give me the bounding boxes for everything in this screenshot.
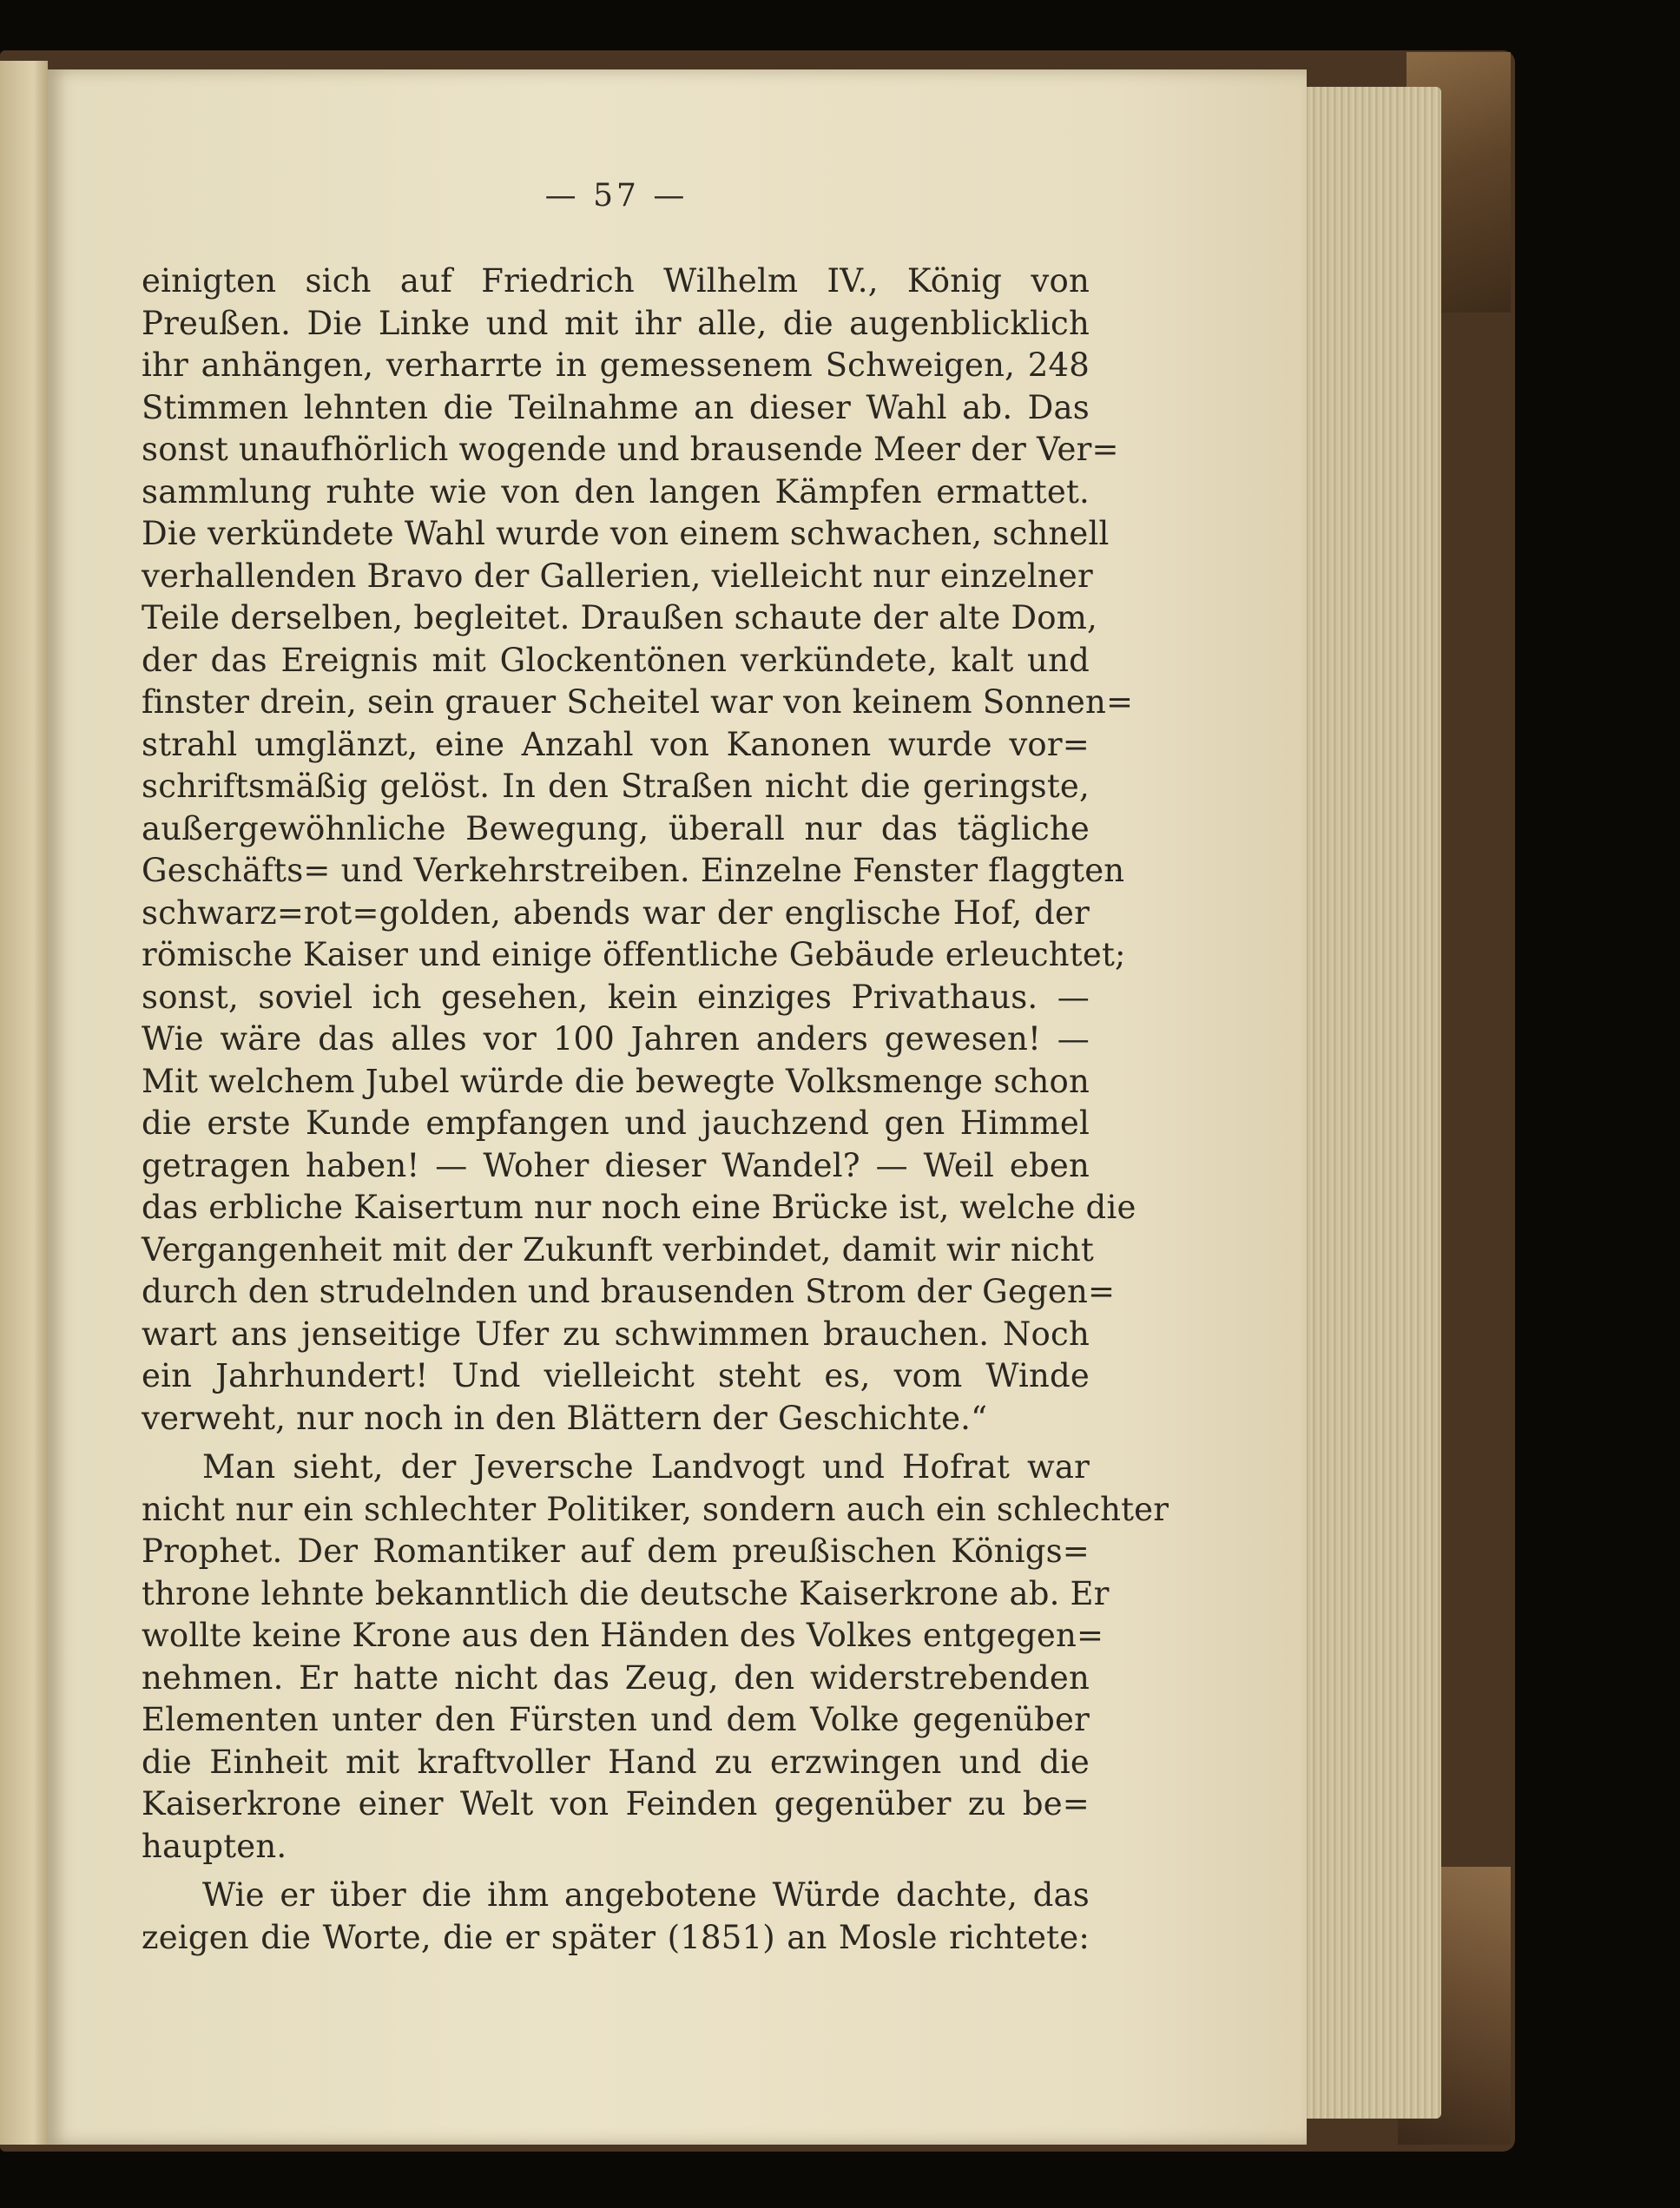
left-page-edge: [0, 61, 48, 2145]
text-line: wollte keine Krone aus den Händen des Volkes entgegen=: [142, 1617, 1104, 1654]
text-line: getragen haben! — Woher dieser Wandel? — Weil eben: [142, 1146, 1090, 1184]
text-line: außergewöhnliche Bewegung, überall nur das tägliche: [142, 809, 1090, 847]
text-line: die Einheit mit kraftvoller Hand zu erzwingen und die: [142, 1743, 1090, 1781]
paragraph-3: [142, 1875, 1090, 1959]
text-line: das erbliche Kaisertum nur noch eine Brücke ist, welche die: [142, 1189, 1136, 1226]
text-line: römische Kaiser und einige öffentliche Gebäude erleuchtet;: [142, 936, 1126, 973]
text-line: Vergangenheit mit der Zukunft verbindet, damit wir nicht: [142, 1230, 1094, 1269]
text-line: haupten.: [142, 1827, 287, 1865]
text-line: strahl umglänzt, eine Anzahl von Kanonen wurde vor=: [142, 725, 1090, 763]
text-line: Preußen. Die Linke und mit ihr alle, die augenblicklich: [142, 304, 1090, 342]
text-line: Elementen unter den Fürsten und dem Volke gegenüber: [142, 1701, 1090, 1738]
text-line: wart ans jenseitige Ufer zu schwimmen brauchen. Noch: [142, 1315, 1090, 1353]
text-line: sammlung ruhte wie von den langen Kämpfen ermattet.: [142, 472, 1090, 511]
text-line: sonst, soviel ich gesehen, kein einziges Privathaus. —: [142, 978, 1090, 1016]
text-line: verweht, nur noch in den Blättern der Geschichte.“: [142, 1399, 988, 1437]
text-line: Die verkündete Wahl wurde von einem schwachen, schnell: [142, 515, 1110, 552]
paragraph-gap: [142, 1440, 1090, 1447]
text-line: nehmen. Er hatte nicht das Zeug, den widerstrebenden: [142, 1658, 1090, 1697]
text-line: Kaiserkrone einer Welt von Feinden gegenüber zu be=: [142, 1785, 1090, 1822]
text-line: einigten sich auf Friedrich Wilhelm IV., König von: [142, 262, 1090, 300]
text-line: der das Ereignis mit Glockentönen verkündete, kalt und: [142, 641, 1090, 679]
text-line: Stimmen lehnten die Teilnahme an dieser Wahl ab. Das: [142, 388, 1090, 426]
text-line: zeigen die Worte, die er später (1851) an Mosle richtete:: [142, 1918, 1090, 1956]
text-line: schwarz=rot=golden, abends war der englische Hof, der: [142, 893, 1090, 932]
text-line: finster drein, sein grauer Scheitel war von keinem Sonnen=: [142, 683, 1134, 721]
text-line: throne lehnte bekanntlich die deutsche Kaiserkrone ab. Er: [142, 1574, 1110, 1612]
text-line: Wie wäre das alles vor 100 Jahren anders gewesen! —: [142, 1020, 1090, 1058]
text-line: die erste Kunde empfangen und jauchzend gen Himmel: [142, 1104, 1090, 1142]
paragraph-2: [142, 1447, 1169, 1868]
text-line: Wie er über die ihm angebotene Würde dachte, das: [202, 1876, 1090, 1914]
text-line: ihr anhängen, verharrte in gemessenem Schweigen, 248: [142, 346, 1090, 384]
text-line: verhallenden Bravo der Gallerien, vielleicht nur einzelner: [142, 557, 1093, 595]
page-number: — 57 —: [544, 178, 688, 214]
paragraph-1: [142, 260, 1136, 1440]
text-line: ein Jahrhundert! Und vielleicht steht es, vom Winde: [142, 1357, 1090, 1394]
text-line: nicht nur ein schlechter Politiker, sondern auch ein schlechter: [142, 1490, 1169, 1528]
text-line: durch den strudelnden und brausenden Strom der Gegen=: [142, 1273, 1116, 1310]
paragraph-gap: [142, 1868, 1090, 1875]
body-text: [142, 260, 1169, 1959]
page-block-edges: [1302, 87, 1441, 2119]
text-line: Prophet. Der Romantiker auf dem preußischen Königs=: [142, 1532, 1090, 1570]
text-line: Man sieht, der Jeversche Landvogt und Hofrat war: [202, 1448, 1090, 1486]
text-line: Teile derselben, begleitet. Draußen schaute der alte Dom,: [142, 599, 1097, 636]
text-line: Geschäfts= und Verkehrstreiben. Einzelne Fenster flaggten: [142, 852, 1125, 889]
text-line: sonst unaufhörlich wogende und brausende Meer der Ver=: [142, 431, 1119, 468]
text-line: schriftsmäßig gelöst. In den Straßen nicht die geringste,: [142, 768, 1090, 805]
text-line: Mit welchem Jubel würde die bewegte Volksmenge schon: [142, 1062, 1090, 1100]
